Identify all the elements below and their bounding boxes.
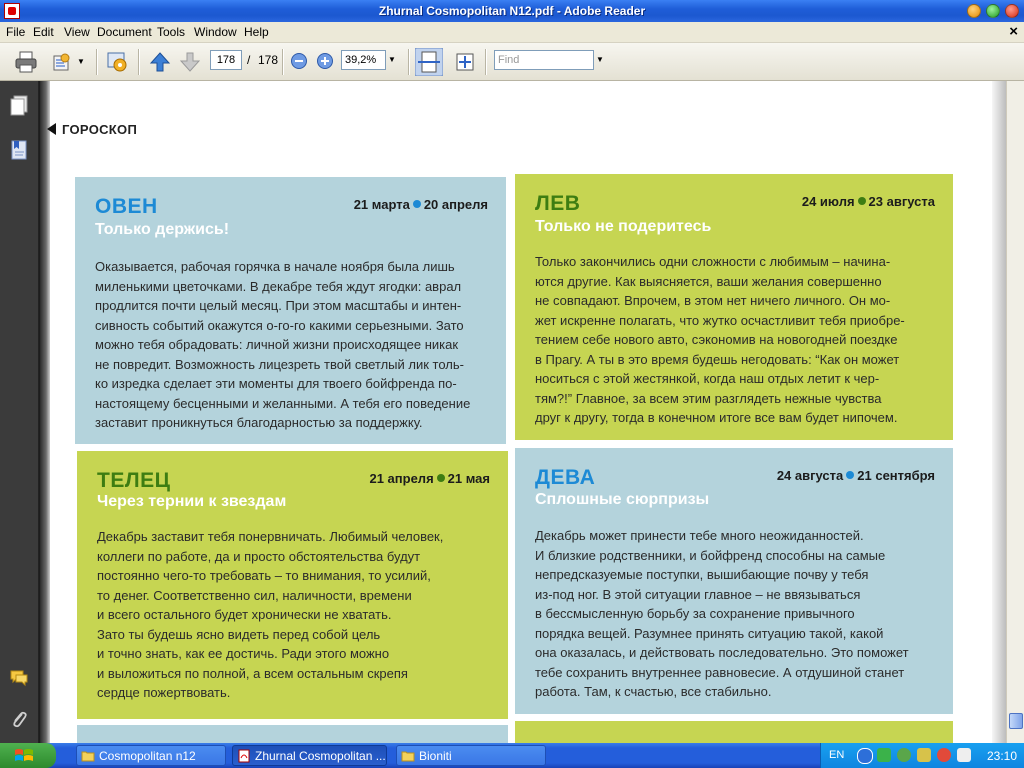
- print-icon[interactable]: [14, 50, 38, 74]
- text-line: Оказывается, рабочая горячка в начале ноября была лишь: [95, 259, 455, 274]
- text-line: ются другие. Как выясняется, ваши желания совершенно: [535, 273, 882, 289]
- date-end: 21 сентября: [857, 468, 935, 483]
- text-line: тебе сохранить внутреннее равновесие. А отдушиной станет: [535, 664, 905, 680]
- text-line: в бессмысленную борьбу за сохранение привычного: [535, 606, 855, 621]
- dot-icon: [858, 197, 866, 205]
- folder-icon: [401, 749, 415, 763]
- attachments-paperclip-icon[interactable]: [9, 709, 29, 731]
- date-start: 24 июля: [801, 194, 855, 209]
- folder-icon: [81, 749, 95, 763]
- dot-icon: [437, 474, 445, 482]
- date-start: 21 марта: [353, 197, 410, 212]
- menu-window[interactable]: Window: [194, 25, 237, 39]
- horoscope-card-aries: [75, 177, 506, 444]
- sign-dates: [354, 197, 488, 212]
- text-line: можно тебя обрадовать: личной жизни происходящее никак: [95, 337, 459, 352]
- horoscope-text: [95, 257, 470, 433]
- minimize-button[interactable]: [967, 4, 981, 18]
- horoscope-card-next-left: [77, 725, 508, 743]
- horoscope-card-virgo: [515, 448, 953, 714]
- text-line: жет искренне полагать, что жутко осчастливит тебя приобре-: [535, 312, 905, 328]
- zoom-out-icon[interactable]: [290, 52, 308, 70]
- fit-page-icon[interactable]: [453, 50, 477, 74]
- text-line: коллеги по работе, да и просто обстоятельства будут: [97, 548, 421, 564]
- text-line: заставит проникнуться благодарностью за поддержку.: [95, 415, 423, 430]
- scrollbar-thumb[interactable]: [1009, 713, 1023, 729]
- comments-panel-icon[interactable]: [9, 667, 29, 689]
- next-page-icon[interactable]: [178, 50, 202, 74]
- date-end: 20 апреля: [423, 197, 488, 212]
- text-line: постоянно чего-то требовать – то внимания, то усилий,: [97, 568, 431, 583]
- menu-help[interactable]: Help: [244, 25, 269, 39]
- window-title: Zhurnal Cosmopolitan N12.pdf - Adobe Reader: [378, 4, 646, 18]
- dot-icon: [846, 471, 854, 479]
- text-line: миленькими цветочками. В декабре тебя ждут ягодки: аврал: [95, 278, 462, 294]
- email-attach-icon[interactable]: [50, 50, 74, 74]
- find-dropdown-icon[interactable]: ▼: [596, 55, 604, 64]
- security-shield-icon[interactable]: [877, 748, 891, 762]
- menu-tools[interactable]: Tools: [157, 25, 186, 39]
- zoom-in-icon[interactable]: [316, 52, 334, 70]
- text-line: друг к другу, тогда в конечном итоге все вам будет нипочем.: [535, 410, 898, 425]
- fit-width-icon[interactable]: [415, 48, 443, 76]
- horoscope-text: [97, 527, 443, 703]
- app-tray-icon[interactable]: [957, 748, 971, 762]
- text-line: и выложиться по полной, а всем остальным скрепя: [97, 665, 408, 681]
- document-view[interactable]: [40, 81, 1006, 743]
- network-icon[interactable]: [857, 748, 873, 764]
- menu-document[interactable]: Document: [97, 25, 152, 39]
- settings-gear-icon[interactable]: [105, 50, 129, 74]
- menu-view[interactable]: View: [64, 25, 90, 39]
- sign-subtitle: Сплошные сюрпризы: [535, 491, 710, 508]
- text-line: не совпадают. Впрочем, в этом нет ничего личного. Он мо-: [535, 293, 891, 308]
- text-line: порядка вещей. Разумнее принять ситуацию такой, какой: [535, 625, 884, 641]
- page-edge-shadow: [992, 81, 1006, 743]
- task-label: Bioniti: [419, 749, 452, 763]
- close-button[interactable]: [1005, 4, 1019, 18]
- text-line: И близкие родственники, и бойфренд способны на самые: [535, 547, 886, 563]
- horoscope-card-taurus: [77, 451, 508, 719]
- page-total: 178: [258, 53, 279, 67]
- text-line: Декабрь может принести тебе много неожиданностей.: [535, 528, 864, 543]
- text-line: Только закончились одни сложности с любимым – начина-: [535, 254, 891, 269]
- date-start: 24 августа: [776, 468, 844, 483]
- taskbar-item-cosmopolitan-folder[interactable]: [76, 745, 226, 766]
- menu-bar: [0, 22, 1024, 43]
- previous-page-icon[interactable]: [148, 50, 172, 74]
- navigation-sidebar: [0, 81, 39, 743]
- taskbar: [0, 743, 1024, 768]
- horoscope-card-next-right: [515, 721, 953, 743]
- text-line: и всего остального будет хронически не хватать.: [97, 607, 392, 622]
- windows-logo-icon: [14, 748, 34, 763]
- text-line: работа. Там, к счастью, все стабильно.: [535, 684, 772, 699]
- text-line: сивность событий окажутся о-го-го какими серьезными. Зато: [95, 317, 464, 333]
- page-separator: /: [247, 53, 251, 67]
- pages-panel-icon[interactable]: [9, 95, 29, 117]
- vertical-scrollbar[interactable]: [1006, 81, 1024, 743]
- date-start: 21 апреля: [369, 471, 434, 486]
- volume-icon[interactable]: [917, 748, 931, 762]
- pdf-icon: [237, 749, 251, 763]
- dot-icon: [413, 200, 421, 208]
- sign-name: ТЕЛЕЦ: [97, 469, 171, 492]
- page-curl-shadow: [40, 81, 50, 743]
- bookmarks-panel-icon[interactable]: [9, 139, 29, 161]
- horoscope-text: [535, 252, 905, 428]
- text-line: не повредит. Возможность лицезреть твой светлый лик толь-: [95, 356, 464, 372]
- text-line: тям?!” Главное, за всем этим разглядеть нежные чувства: [535, 390, 882, 406]
- sign-name: ЛЕВ: [535, 192, 581, 215]
- antivirus-icon[interactable]: [937, 748, 951, 762]
- section-arrow-icon: [47, 123, 56, 135]
- sign-subtitle: Через тернии к звездам: [97, 493, 287, 510]
- horoscope-text: [535, 526, 909, 702]
- text-line: то денег. Соответственно сил, наличности, времени: [97, 587, 412, 603]
- system-clock[interactable]: 23:10: [986, 749, 1017, 763]
- text-line: тением себе нового авто, сэкономив на новогодней поездке: [535, 332, 898, 347]
- zoom-level-input[interactable]: 39,2%: [341, 50, 386, 70]
- horoscope-card-leo: [515, 174, 953, 440]
- sign-name: ОВЕН: [95, 195, 158, 218]
- text-line: Зато ты будешь ясно видеть перед собой цель: [97, 626, 381, 642]
- sign-dates: [369, 471, 490, 486]
- task-label: Zhurnal Cosmopolitan ...: [255, 749, 386, 763]
- start-button[interactable]: [0, 743, 56, 768]
- date-end: 21 мая: [447, 471, 490, 486]
- text-line: сердце пожертвовать.: [97, 685, 231, 700]
- taskbar-item-bioniti-folder[interactable]: [396, 745, 546, 766]
- menu-edit[interactable]: Edit: [33, 25, 54, 39]
- taskbar-item-adobe-reader[interactable]: [232, 745, 387, 766]
- page-number-input[interactable]: 178: [210, 50, 242, 70]
- sign-name: ДЕВА: [535, 466, 596, 489]
- text-line: носиться с этой жестянкой, когда наш отдых летит к чер-: [535, 371, 880, 386]
- text-line: и точно знать, как ее достичь. Ради этого можно: [97, 646, 390, 661]
- text-line: в Прагу. А ты в это время будешь негодовать: “Как он может: [535, 351, 900, 367]
- text-line: ко изредка сделает эти моменты для твоего бойфренда по-: [95, 376, 457, 391]
- sign-subtitle: Только держись!: [95, 221, 230, 238]
- zoom-dropdown-icon[interactable]: ▼: [388, 55, 396, 64]
- sign-dates: [777, 468, 935, 483]
- section-title: ГОРОСКОП: [62, 122, 138, 137]
- messenger-icon[interactable]: [897, 748, 911, 762]
- menu-file[interactable]: File: [6, 25, 26, 39]
- language-indicator[interactable]: EN: [829, 749, 845, 761]
- text-line: она оказалась, и действовать последовательно. Это поможет: [535, 645, 909, 660]
- window-title-bar[interactable]: [0, 0, 1024, 22]
- task-label: Cosmopolitan n12: [99, 749, 196, 763]
- text-line: настоящему бесценными и желанными. А тебя его поведение: [95, 395, 471, 411]
- maximize-button[interactable]: [986, 4, 1000, 18]
- document-close-icon[interactable]: ×: [1009, 23, 1018, 40]
- text-line: продлится почти целый месяц. При этом масштабы и интен-: [95, 298, 462, 313]
- sign-subtitle: Только не подеритесь: [535, 218, 712, 235]
- text-line: непредсказуемые поступки, вышибающие почву у тебя: [535, 567, 869, 582]
- text-line: из-под ног. В этой ситуации главное – не ввязываться: [535, 586, 861, 602]
- text-line: Декабрь заставит тебя понервничать. Любимый человек,: [97, 529, 444, 544]
- date-end: 23 августа: [868, 194, 935, 209]
- system-tray: [820, 743, 1024, 768]
- find-input[interactable]: Find: [494, 50, 594, 70]
- sign-dates: [802, 194, 935, 209]
- email-dropdown-icon[interactable]: ▼: [77, 57, 85, 66]
